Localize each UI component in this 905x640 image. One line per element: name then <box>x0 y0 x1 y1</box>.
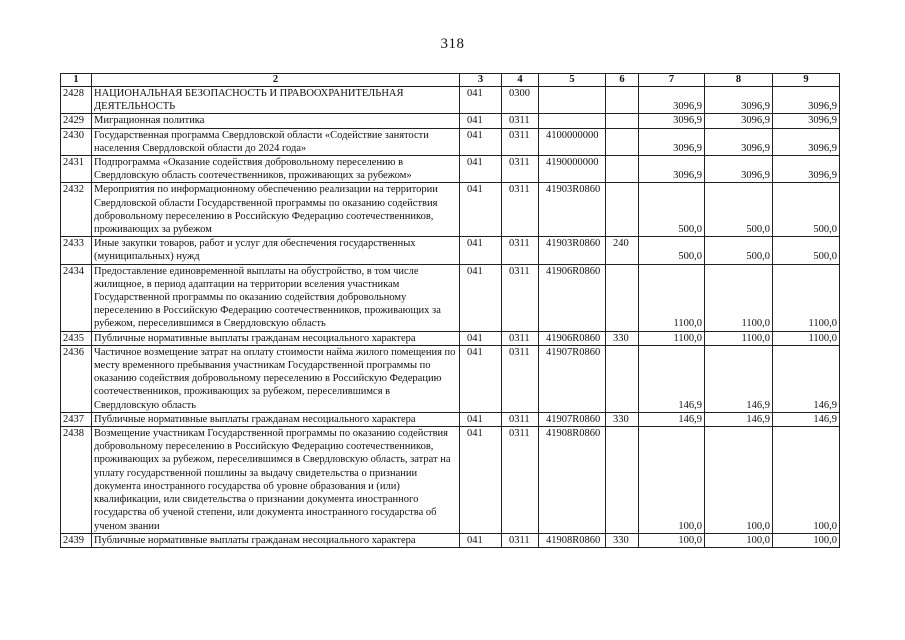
cell-target-code: 41908R0860 <box>539 427 606 534</box>
row-number: 2434 <box>61 264 92 331</box>
col-header-1: 1 <box>61 74 92 87</box>
row-name: Предоставление единовременной выплаты на обустройство, в том числе жилищное, в период адаптации на территории вселения участникам Государственной программы по оказанию содействия добровольному переселению в Российскую Федерацию соотечественников, проживающих за рубежом, переселившимся в Свердловскую область <box>92 264 460 331</box>
cell-section-code: 0311 <box>502 128 539 155</box>
col-header-7: 7 <box>639 74 705 87</box>
cell-value-9: 1100,0 <box>773 264 840 331</box>
cell-section-code: 0311 <box>502 183 539 237</box>
table-row <box>61 183 840 237</box>
row-name: Публичные нормативные выплаты гражданам несоциального характера <box>92 533 460 547</box>
cell-value-7: 500,0 <box>639 183 705 237</box>
cell-section-code: 0311 <box>502 533 539 547</box>
cell-value-7: 146,9 <box>639 345 705 412</box>
cell-ministry-code: 041 <box>460 87 502 114</box>
cell-section-code: 0311 <box>502 237 539 264</box>
cell-value-9: 1100,0 <box>773 331 840 345</box>
table-row <box>61 128 840 155</box>
cell-value-9: 3096,9 <box>773 128 840 155</box>
row-number: 2430 <box>61 128 92 155</box>
cell-target-code: 41906R0860 <box>539 264 606 331</box>
row-name: НАЦИОНАЛЬНАЯ БЕЗОПАСНОСТЬ И ПРАВООХРАНИТЕЛЬНАЯ ДЕЯТЕЛЬНОСТЬ <box>92 87 460 114</box>
table-row <box>61 237 840 264</box>
cell-value-8: 500,0 <box>705 183 773 237</box>
table-row <box>61 412 840 426</box>
cell-expense-type: 330 <box>606 533 639 547</box>
cell-ministry-code: 041 <box>460 427 502 534</box>
cell-target-code: 41908R0860 <box>539 533 606 547</box>
page-number: 318 <box>440 36 465 52</box>
row-name: Возмещение участникам Государственной программы по оказанию содействия добровольному переселению в Российскую Федерацию соотечественников, проживающих за рубежом, переселившимся в Свердловскую область, затрат на уплату государственной пошлины за выдачу свидетельства о признании документа иностранного государства об уровне образования и (или) квалификации, или свидетельства о признании документа иностранного государства об ученой степени, или документа иностранного государства об ученом звании <box>92 427 460 534</box>
col-header-2: 2 <box>92 74 460 87</box>
cell-expense-type <box>606 183 639 237</box>
cell-expense-type: 330 <box>606 331 639 345</box>
cell-value-7: 500,0 <box>639 237 705 264</box>
row-number: 2432 <box>61 183 92 237</box>
row-number: 2433 <box>61 237 92 264</box>
row-name: Частичное возмещение затрат на оплату стоимости найма жилого помещения по месту временного пребывания участникам Государственной программы по оказанию содействия добровольному переселению в Российскую Федерацию соотечественников, проживающих за рубежом, переселившимся в Свердловскую область <box>92 345 460 412</box>
cell-section-code: 0311 <box>502 264 539 331</box>
cell-target-code <box>539 87 606 114</box>
row-number: 2428 <box>61 87 92 114</box>
cell-value-9: 3096,9 <box>773 156 840 183</box>
row-number: 2438 <box>61 427 92 534</box>
col-header-4: 4 <box>502 74 539 87</box>
cell-value-9: 146,9 <box>773 345 840 412</box>
cell-value-8: 3096,9 <box>705 87 773 114</box>
row-number: 2439 <box>61 533 92 547</box>
cell-value-7: 146,9 <box>639 412 705 426</box>
cell-ministry-code: 041 <box>460 183 502 237</box>
table-row <box>61 264 840 331</box>
cell-value-7: 100,0 <box>639 533 705 547</box>
cell-value-8: 3096,9 <box>705 156 773 183</box>
col-header-8: 8 <box>705 74 773 87</box>
cell-expense-type: 240 <box>606 237 639 264</box>
cell-expense-type <box>606 87 639 114</box>
cell-target-code: 41903R0860 <box>539 237 606 264</box>
row-name: Государственная программа Свердловской области «Содействие занятости населения Свердловской области до 2024 года» <box>92 128 460 155</box>
cell-target-code: 41907R0860 <box>539 345 606 412</box>
table-row <box>61 87 840 114</box>
cell-value-9: 3096,9 <box>773 87 840 114</box>
col-header-5: 5 <box>539 74 606 87</box>
cell-value-8: 100,0 <box>705 533 773 547</box>
cell-ministry-code: 041 <box>460 114 502 128</box>
cell-value-8: 146,9 <box>705 345 773 412</box>
cell-value-8: 3096,9 <box>705 128 773 155</box>
row-name: Миграционная политика <box>92 114 460 128</box>
cell-section-code: 0311 <box>502 331 539 345</box>
cell-value-8: 3096,9 <box>705 114 773 128</box>
budget-table <box>60 73 840 548</box>
cell-ministry-code: 041 <box>460 533 502 547</box>
row-number: 2429 <box>61 114 92 128</box>
row-number: 2435 <box>61 331 92 345</box>
cell-ministry-code: 041 <box>460 331 502 345</box>
row-number: 2436 <box>61 345 92 412</box>
cell-ministry-code: 041 <box>460 345 502 412</box>
cell-expense-type <box>606 114 639 128</box>
col-header-6: 6 <box>606 74 639 87</box>
cell-target-code: 41907R0860 <box>539 412 606 426</box>
cell-section-code: 0311 <box>502 412 539 426</box>
header-row <box>61 74 840 87</box>
cell-value-8: 1100,0 <box>705 264 773 331</box>
col-header-9: 9 <box>773 74 840 87</box>
row-name: Иные закупки товаров, работ и услуг для обеспечения государственных (муниципальных) нужд <box>92 237 460 264</box>
cell-target-code: 41906R0860 <box>539 331 606 345</box>
cell-ministry-code: 041 <box>460 264 502 331</box>
cell-target-code: 41903R0860 <box>539 183 606 237</box>
cell-section-code: 0311 <box>502 156 539 183</box>
row-name: Подпрограмма «Оказание содействия добровольному переселению в Свердловскую область соотечественников, проживающих за рубежом» <box>92 156 460 183</box>
cell-ministry-code: 041 <box>460 412 502 426</box>
cell-value-7: 3096,9 <box>639 156 705 183</box>
cell-ministry-code: 041 <box>460 237 502 264</box>
table-row <box>61 331 840 345</box>
cell-value-9: 3096,9 <box>773 114 840 128</box>
cell-value-9: 146,9 <box>773 412 840 426</box>
cell-expense-type <box>606 427 639 534</box>
row-number: 2437 <box>61 412 92 426</box>
cell-target-code <box>539 114 606 128</box>
cell-value-9: 100,0 <box>773 427 840 534</box>
cell-target-code: 4190000000 <box>539 156 606 183</box>
cell-value-7: 3096,9 <box>639 114 705 128</box>
row-name: Мероприятия по информационному обеспечению реализации на территории Свердловской области Государственной программы по оказанию содействия добровольному переселению в Российскую Федерацию соотечественников, проживающих за рубежом <box>92 183 460 237</box>
cell-value-7: 100,0 <box>639 427 705 534</box>
cell-value-8: 500,0 <box>705 237 773 264</box>
cell-ministry-code: 041 <box>460 156 502 183</box>
cell-expense-type: 330 <box>606 412 639 426</box>
cell-expense-type <box>606 156 639 183</box>
cell-value-8: 100,0 <box>705 427 773 534</box>
cell-value-7: 1100,0 <box>639 264 705 331</box>
cell-section-code: 0300 <box>502 87 539 114</box>
cell-expense-type <box>606 128 639 155</box>
cell-value-7: 3096,9 <box>639 128 705 155</box>
cell-value-7: 1100,0 <box>639 331 705 345</box>
cell-value-9: 500,0 <box>773 237 840 264</box>
cell-expense-type <box>606 264 639 331</box>
cell-value-7: 3096,9 <box>639 87 705 114</box>
cell-value-9: 500,0 <box>773 183 840 237</box>
cell-section-code: 0311 <box>502 114 539 128</box>
cell-value-9: 100,0 <box>773 533 840 547</box>
table-row <box>61 427 840 534</box>
cell-expense-type <box>606 345 639 412</box>
table-row <box>61 533 840 547</box>
col-header-3: 3 <box>460 74 502 87</box>
cell-ministry-code: 041 <box>460 128 502 155</box>
table-row <box>61 345 840 412</box>
cell-value-8: 1100,0 <box>705 331 773 345</box>
cell-target-code: 4100000000 <box>539 128 606 155</box>
row-number: 2431 <box>61 156 92 183</box>
row-name: Публичные нормативные выплаты гражданам несоциального характера <box>92 331 460 345</box>
cell-section-code: 0311 <box>502 345 539 412</box>
cell-section-code: 0311 <box>502 427 539 534</box>
table-row <box>61 114 840 128</box>
row-name: Публичные нормативные выплаты гражданам несоциального характера <box>92 412 460 426</box>
table-row <box>61 156 840 183</box>
cell-value-8: 146,9 <box>705 412 773 426</box>
